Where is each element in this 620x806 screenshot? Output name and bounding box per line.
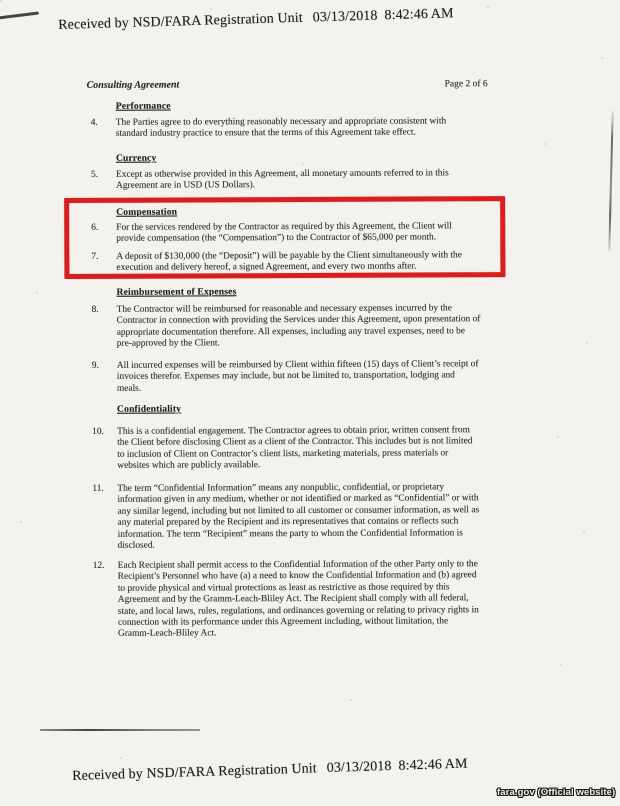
clause-12-text: Each Recipient shall permit access to the Confidential Information of the other Party only to the Recipient’s Personnel who have (a) a need to know the Confidential Information and (b) agreed to provide physical and virtual protections as least as restrictive as those required by this Agreement and by the Gramm-Leach-Bliley Act. The Recipient shall comply with all federal, state, and local laws, rules, regulations, and ordinances governing or relating to privacy rights in connection with its performance under this Agreement including, without limitation, the Gramm-Leach-Bliley Act. [117, 559, 479, 640]
clause-6-text: For the services rendered by the Contractor as required by this Agreement, the Client will provide compensation (the “Compensation”) to the Contractor of $65,000 per month. [116, 221, 452, 245]
clause-10 [92, 425, 484, 472]
clause-9 [92, 359, 484, 395]
received-stamp-text: Received by NSD/FARA Registration Unit [72, 761, 317, 784]
clause-4-number: 4. [90, 117, 98, 128]
clause-5-text: Except as otherwise provided in this Agreement, all monetary amounts referred to in this Agreement are in USD (US Dollars). [115, 168, 449, 192]
clause-8 [92, 303, 484, 350]
clause-10-number: 10. [92, 426, 104, 437]
fara-gov-watermark: fara.gov (Official website) [497, 787, 616, 798]
clause-7 [91, 250, 483, 275]
clause-4 [91, 116, 483, 141]
section-heading-currency: Currency [115, 152, 157, 164]
section-heading-performance: Performance [115, 100, 171, 112]
clause-11 [92, 482, 484, 552]
clause-11-text: The term “Confidential Information” means any nonpublic, confidential, or proprietary information given in any medium, whether or not identified or marked as “Confidential” or with any similar legend, including but not limited to all customer or consumer information, as well as any material prepared by the Recipient and its representatives that contains or reflects such information. The term “Recipient” means the party to whom the Confidential Information is disclosed. [117, 482, 480, 551]
clause-11-number: 11. [92, 483, 104, 494]
clause-6-number: 6. [91, 222, 99, 233]
clause-8-text: The Contractor will be reimbursed for reasonable and necessary expenses incurred by the Contractor in connection with providing the Services under this Agreement, upon presentation of appropriate documentation therefore. All expenses, including any travel expenses, need to be pre-approved by the Client. [116, 303, 481, 350]
clause-5-number: 5. [90, 169, 99, 180]
clause-9-text: All incurred expenses will be reimbursed by Client within fifteen (15) days of Client’s receipt of invoices therefor. Expenses may include, but not be limited to, transportation, lodging and meals. [116, 359, 479, 394]
clause-9-number: 9. [91, 360, 99, 371]
section-heading-confidentiality: Confidentiality [117, 403, 182, 415]
section-heading-compensation: Compensation [116, 206, 178, 218]
section-heading-reimbursement-of-expenses: Reimbursement of Expenses [116, 286, 237, 298]
clause-12 [93, 559, 485, 641]
document-title: Consulting Agreement [86, 79, 180, 91]
page-number: Page 2 of 6 [444, 79, 488, 90]
clause-4-text: The Parties agree to do everything reasonably necessary and appropriate consistent with standard industry practice to ensure that the terms of this Agreement take effect. [115, 116, 447, 140]
received-stamp-time: 8:42:46 AM [398, 756, 468, 774]
received-stamp-date: 03/13/2018 [312, 8, 378, 26]
clause-7-number: 7. [91, 251, 99, 262]
clause-6 [91, 221, 483, 246]
clause-10-text: This is a confidential engagement. The Contractor agrees to obtain prior, written consent from the Client before disclosing Client as a client of the Contractor. This includes but is not limited to inclusion of Client on Contractor’s client lists, marketing materials, press materials or websites which are publicly available. [117, 425, 473, 472]
clause-7-text: A deposit of $130,000 (the “Deposit”) will be payable by the Client simultaneously with the execution and delivery hereof, a signed Agreement, and every two months after. [116, 250, 462, 274]
clause-8-number: 8. [91, 304, 99, 315]
clause-5 [91, 168, 483, 193]
clause-12-number: 12. [92, 560, 105, 571]
received-stamp-time: 8:42:46 AM [384, 6, 454, 24]
received-stamp-date: 03/13/2018 [326, 758, 392, 776]
received-stamp-text: Received by NSD/FARA Registration Unit [58, 10, 303, 33]
